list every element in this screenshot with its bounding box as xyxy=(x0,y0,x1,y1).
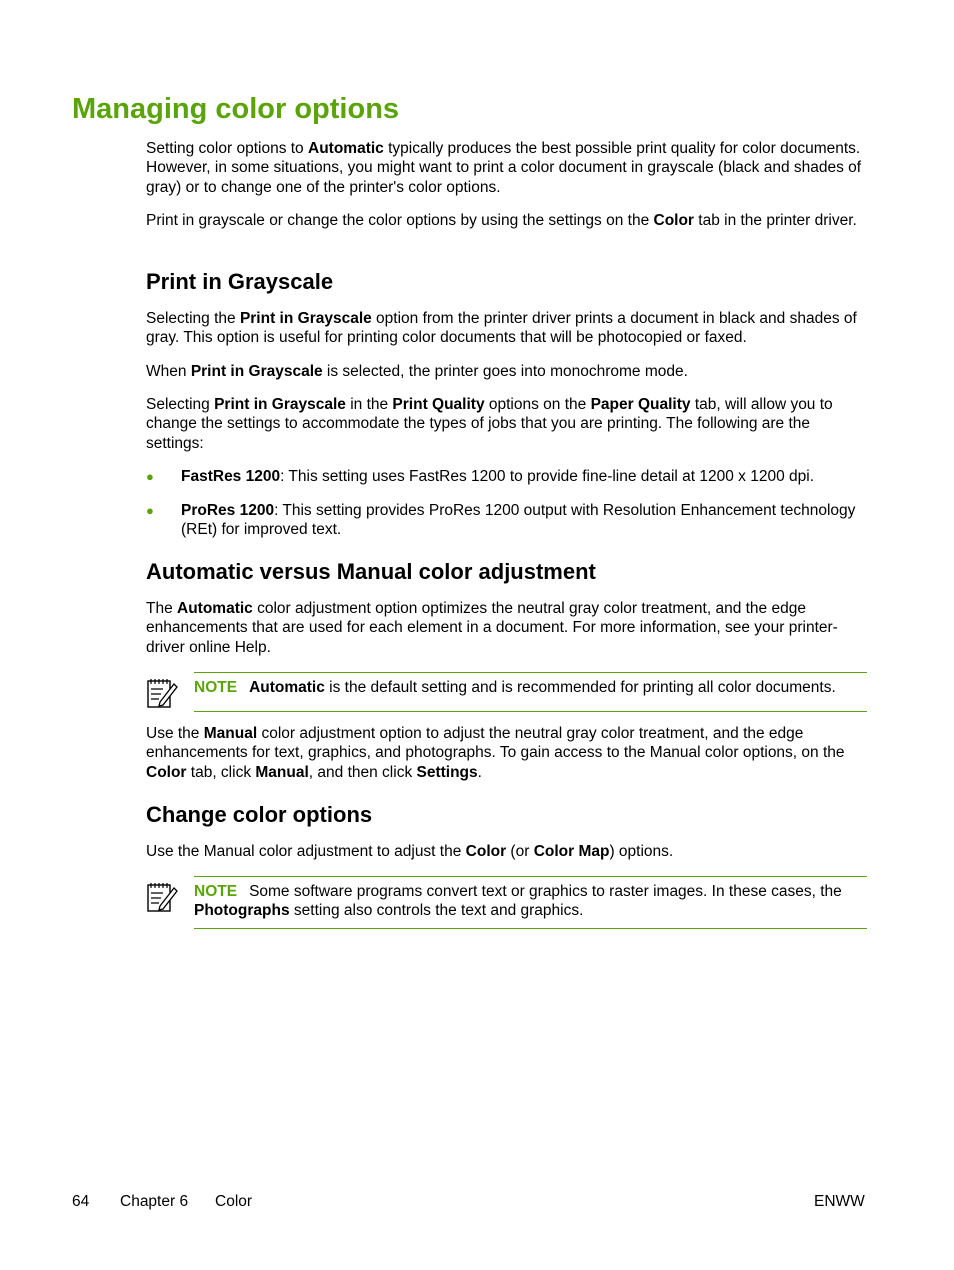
note-rule-top xyxy=(194,672,867,673)
note-rule-bottom xyxy=(194,928,867,929)
footer-chapter: Chapter 6 xyxy=(120,1193,189,1210)
footer-page-number: 64 xyxy=(72,1193,90,1210)
note-pad-icon xyxy=(146,676,178,710)
document-page: Managing color options Setting color options to Automatic typically produces the best possible print quality for color documents. However, in some situations, you might want to print a color document in grayscale (black and shades of gray) or to change one of the printer's color options. Print in grayscale or change the color options by using the settings on the Color tab in the printer driver. Print in Grayscale Selecting the Print in Grayscale option from the printer driver prints a document in black and shades of gray. This option is useful for printing color documents that will be photocopied or faxed. When Print in Grayscale is selected, the printer goes into monochrome mode. Selecting Print in Grayscale in the Print Quality options on the Paper Quality tab, will allow you to change the settings to accommodate the types of jobs that you are printing. The following are the settings: ● FastRes 1200: This setting uses FastRes 1200 to provide fine-line detail at 1200 x 1200 dpi. ● ProRes 1200: This setting provides ProRes 1200 output with Resolution Enhancement technology (REt) for improved text. Automatic versus Manual color adjustment The Automatic color adjustment option optimizes the neutral gray color treatment, and the edge enhancements that are used for each element in a document. For more information, see your printer-driver online Help. NOTE Automatic is the default setting and is recommended for printing all color documents. Use the Manual color adjustment option to adjust the neutral gray color treatment, and the edge enhancements for text, graphics, and photographs. To gain access to the Manual color options, on the Color tab, click Manual, and then click Settings. Change color options Use the Manual color adjustment to adjust the Color (or Color Map) options. NOTE Some software programs convert text or graphics to raster images. In these cases, the Photographs setting also controls the text and graphics. 64 Chapter 6 Color ENWW xyxy=(0,0,954,1270)
heading-automatic-versus-manual: Automatic versus Manual color adjustment xyxy=(146,559,596,584)
bullet-dot-icon: ● xyxy=(146,469,154,484)
intro-paragraph-1: Setting color options to Automatic typically produces the best possible print quality for color documents. However, in some situations, you might want to print a color document in grayscale (black and shades of gray) or to change one of the printer's color options. xyxy=(146,140,862,196)
footer-section: Color xyxy=(215,1193,253,1210)
bullet-dot-icon: ● xyxy=(146,503,154,518)
note-pad-icon xyxy=(146,880,178,914)
heading-print-in-grayscale: Print in Grayscale xyxy=(146,269,334,294)
heading-change-color-options: Change color options xyxy=(146,802,373,827)
automatic-paragraph-1: The Automatic color adjustment option optimizes the neutral gray color treatment, and the edge enhancements that are used for each element in a document. For more information, see your printer-driver online Help. xyxy=(146,600,838,656)
automatic-paragraph-2: Use the Manual color adjustment option to adjust the neutral gray color treatment, and the edge enhancements for text, graphics, and photographs. To gain access to the Manual color options, on the Color tab, click Manual, and then click Settings. xyxy=(146,725,845,781)
intro-paragraph-2: Print in grayscale or change the color options by using the settings on the Color tab in the printer driver. xyxy=(146,212,857,229)
page-title: Managing color options xyxy=(72,93,400,125)
note-box-automatic: NOTE Automatic is the default setting and is recommended for printing all color documents. xyxy=(146,672,867,714)
grayscale-paragraph-3: Selecting Print in Grayscale in the Print Quality options on the Paper Quality tab, will allow you to change the settings to accommodate the types of jobs that you are printing. The following are the settings: xyxy=(146,396,833,452)
note-box-software: NOTE Some software programs convert text or graphics to raster images. In these cases, the Photographs setting also controls the text and graphics. xyxy=(146,876,867,930)
note-label: NOTE xyxy=(194,883,238,900)
note-rule-top xyxy=(194,876,867,877)
footer-doc-code: ENWW xyxy=(814,1193,865,1210)
change-paragraph-1: Use the Manual color adjustment to adjust the Color (or Color Map) options. xyxy=(146,843,674,860)
note-rule-bottom xyxy=(194,711,867,712)
grayscale-paragraph-1: Selecting the Print in Grayscale option from the printer driver prints a document in black and shades of gray. This option is useful for printing color documents that will be photocopied or faxed. xyxy=(146,310,857,347)
grayscale-paragraph-2: When Print in Grayscale is selected, the printer goes into monochrome mode. xyxy=(146,363,688,380)
note-label: NOTE xyxy=(194,679,238,696)
